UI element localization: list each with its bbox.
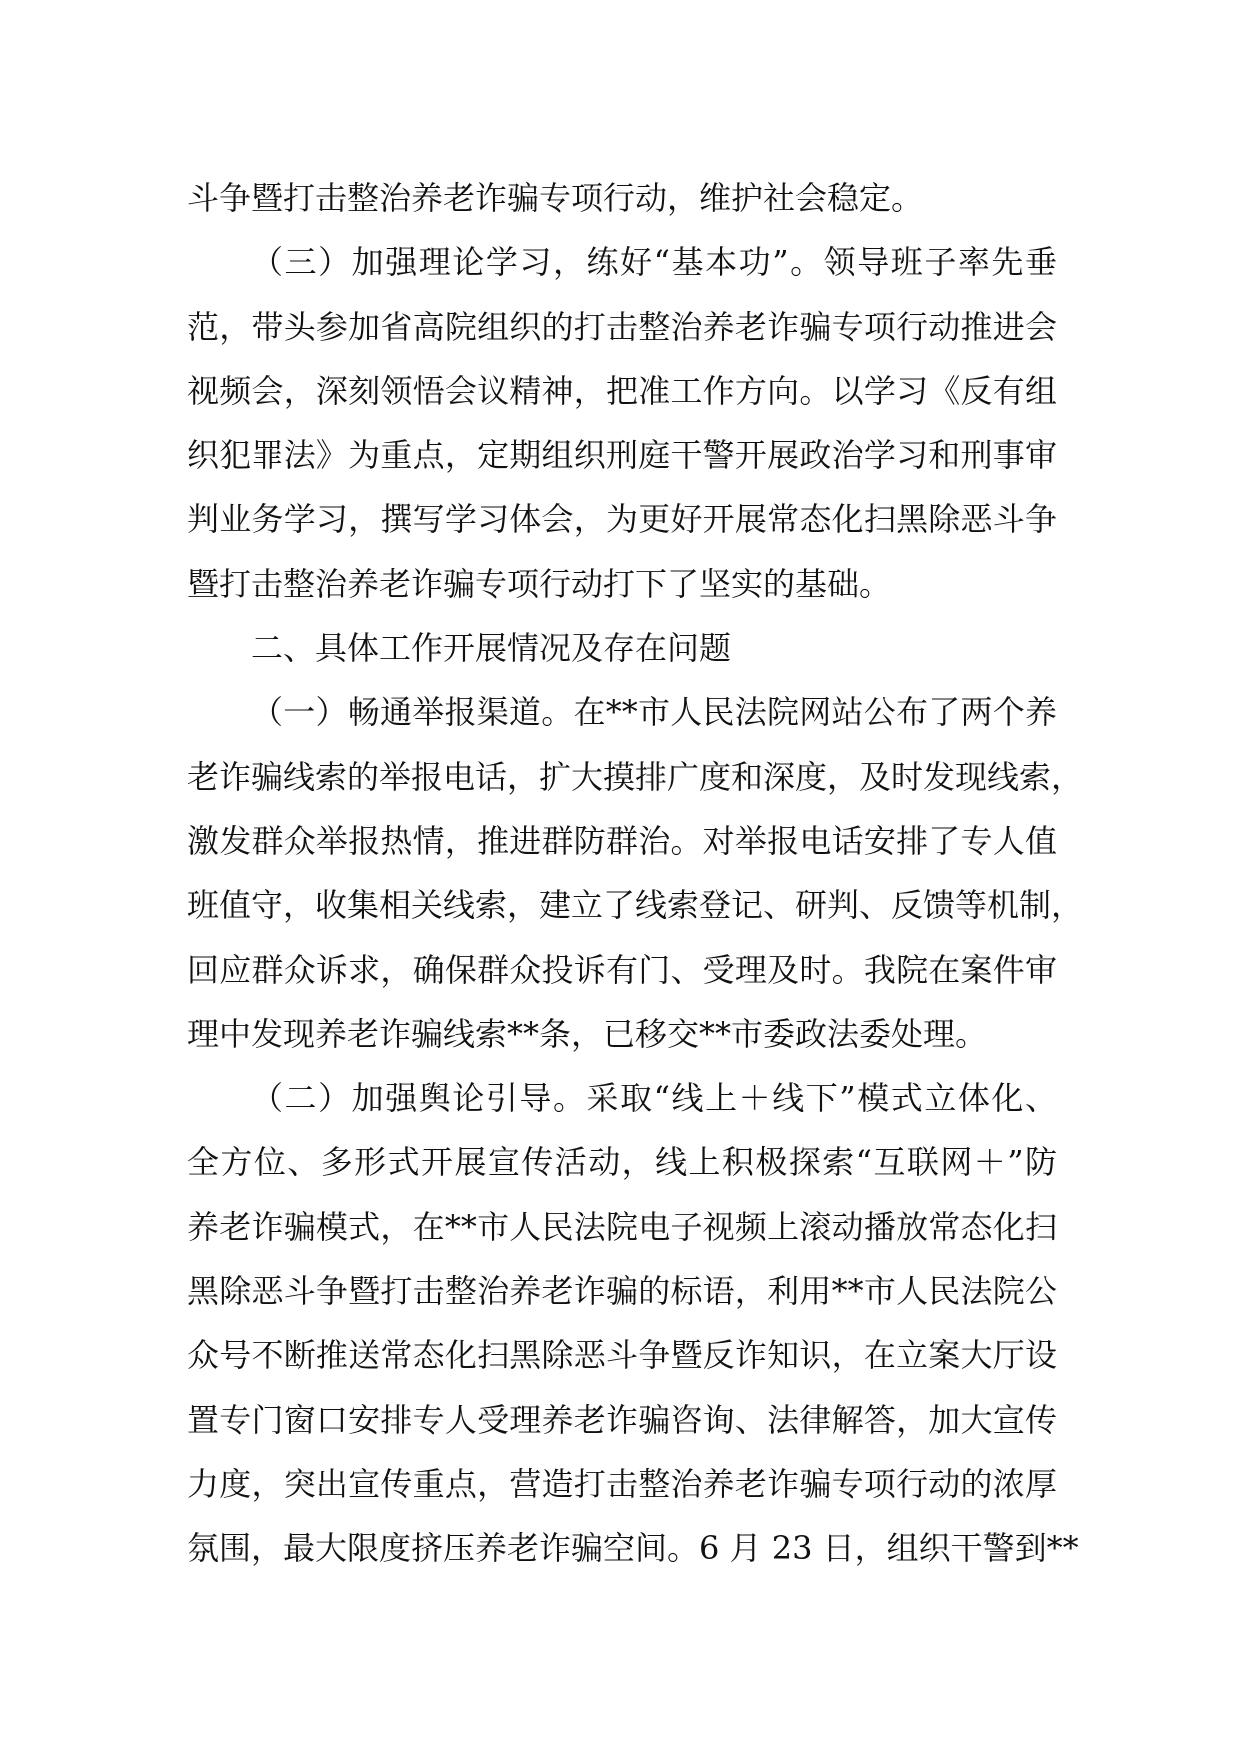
paragraph-line: （一）畅通举报渠道。在**市人民法院网站公布了两个养 (251, 693, 1057, 732)
paragraph-line: 力度，突出宣传重点，营造打击整治养老诈骗专项行动的浓厚 (187, 1464, 1057, 1503)
paragraph-line: 斗争暨打击整治养老诈骗专项行动，维护社会稳定。 (187, 179, 924, 217)
paragraph-line: 暨打击整治养老诈骗专项行动打下了坚实的基础。 (187, 564, 892, 603)
paragraph-line: 激发群众举报热情，推进群防群治。对举报电话安排了专人值 (187, 821, 1057, 860)
paragraph-line: 众号不断推送常态化扫黑除恶斗争暨反诈知识，在立案大厅设 (187, 1336, 1057, 1375)
document-body (187, 166, 1084, 1581)
paragraph-line: 视频会，深刻领悟会议精神，把准工作方向。以学习《反有组 (187, 371, 1057, 410)
section-heading: 二、具体工作开展情况及存在问题 (251, 629, 732, 668)
paragraph-line: （二）加强舆论引导。采取“线上＋线下”模式立体化、 (251, 1079, 1057, 1118)
paragraph-line: 理中发现养老诈骗线索**条，已移交**市委政法委处理。 (187, 1014, 988, 1053)
paragraph-line: 范，带头参加省高院组织的打击整治养老诈骗专项行动推进会 (187, 307, 1057, 346)
paragraph-line: 置专门窗口安排专人受理养老诈骗咨询、法律解答，加大宣传 (187, 1400, 1057, 1439)
paragraph-line: 黑除恶斗争暨打击整治养老诈骗的标语，利用**市人民法院公 (187, 1272, 1057, 1311)
paragraph-line: 织犯罪法》为重点，定期组织刑庭干警开展政治学习和刑事审 (187, 436, 1057, 475)
paragraph-line: 养老诈骗模式，在**市人民法院电子视频上滚动播放常态化扫 (187, 1207, 1057, 1246)
paragraph-line: 氛围，最大限度挤压养老诈骗空间。6 月 23 日，组织干警到** (187, 1529, 1079, 1568)
paragraph-line: 老诈骗线索的举报电话，扩大摸排广度和深度，及时发现线索， (187, 757, 1084, 796)
paragraph-line: 判业务学习，撰写学习体会，为更好开展常态化扫黑除恶斗争 (187, 500, 1057, 539)
paragraph-line: 班值守，收集相关线索，建立了线索登记、研判、反馈等机制， (187, 886, 1084, 925)
paragraph-line: 回应群众诉求，确保群众投诉有门、受理及时。我院在案件审 (187, 950, 1057, 989)
paragraph-line: （三）加强理论学习，练好“基本功”。领导班子率先垂 (251, 243, 1057, 282)
paragraph-line: 全方位、多形式开展宣传活动，线上积极探索“互联网＋”防 (187, 1143, 1057, 1182)
